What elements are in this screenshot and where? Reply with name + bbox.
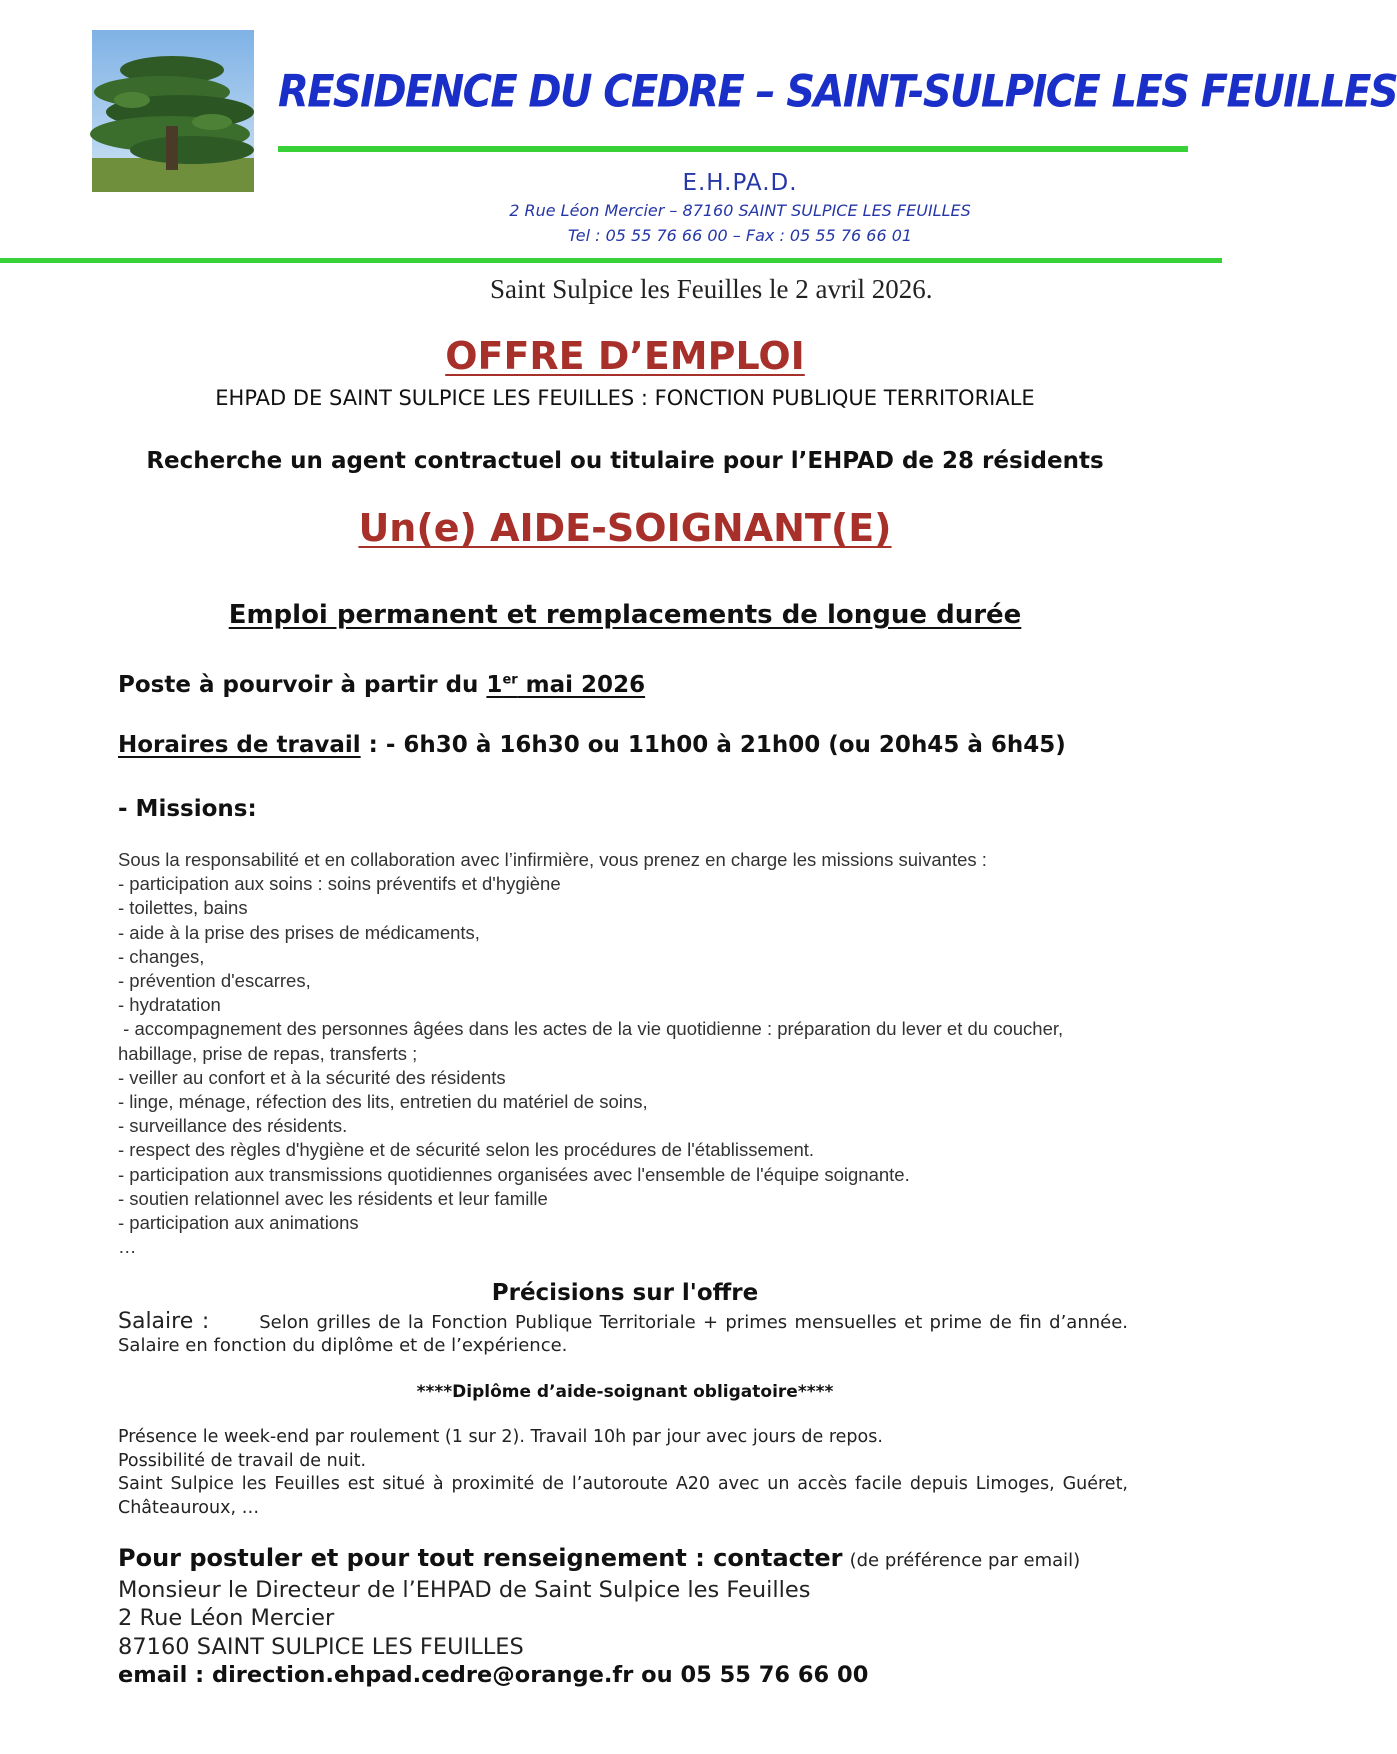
hours-label: Horaires de travail xyxy=(118,732,361,758)
location-line: Saint Sulpice les Feuilles est situé à proximité de l’autoroute A20 avec un accès facile depuis Limoges, Guéret, Châteauroux, … xyxy=(118,1474,1128,1518)
weekend-line: Présence le week-end par roulement (1 sur 2). Travail 10h par jour avec jours de repos. xyxy=(118,1427,883,1447)
list-item: … xyxy=(118,1236,137,1258)
list-item: - participation aux soins : soins préventifs et d'hygiène xyxy=(118,873,561,895)
salary-text: Selon grilles de la Fonction Publique Territoriale + primes mensuelles et prime de fin d’année. Salaire en fonction du diplôme et de l’expérience. xyxy=(118,1312,1129,1356)
apply-contact-block xyxy=(118,1544,1158,1690)
cedar-tree-logo xyxy=(92,30,254,192)
header-divider xyxy=(278,146,1188,152)
list-item: - toilettes, bains xyxy=(118,897,248,919)
apply-heading: Pour postuler et pour tout renseignement : contacter xyxy=(118,1544,843,1572)
work-conditions xyxy=(118,1426,1128,1520)
list-item: - participation aux transmissions quotidiennes organisées avec l'ensemble de l'équipe soignante. xyxy=(118,1163,910,1185)
contact-recipient: Monsieur le Directeur de l’EHPAD de Saint Sulpice les Feuilles xyxy=(118,1576,811,1603)
list-item: - respect des règles d'hygiène et de sécurité selon les procédures de l'établissement. xyxy=(118,1139,815,1161)
employer-line: EHPAD DE SAINT SULPICE LES FEUILLES : FONCTION PUBLIQUE TERRITORIALE xyxy=(215,386,1035,410)
list-item: - surveillance des résidents. xyxy=(118,1115,348,1137)
list-item: - accompagnement des personnes âgées dans les actes de la vie quotidienne : préparation du lever et du coucher, habillage, prise de repas, transferts ; xyxy=(118,1018,1069,1064)
list-item: - soutien relationnel avec les résidents et leur famille xyxy=(118,1187,548,1209)
contact-city: 87160 SAINT SULPICE LES FEUILLES xyxy=(118,1633,524,1660)
offer-title: OFFRE D’EMPLOI xyxy=(445,334,805,378)
list-item: - prévention d'escarres, xyxy=(118,970,311,992)
contact-street: 2 Rue Léon Mercier xyxy=(118,1605,335,1631)
job-title: Un(e) AIDE-SOIGNANT(E) xyxy=(358,506,892,550)
diploma-requirement: ****Diplôme d’aide-soignant obligatoire**** xyxy=(416,1382,834,1402)
missions-heading: - Missions: xyxy=(118,796,257,822)
hours-value: : - 6h30 à 16h30 ou 11h00 à 21h00 (ou 20h45 à 6h45) xyxy=(360,732,1066,758)
precisions-title: Précisions sur l'offre xyxy=(491,1280,759,1306)
header-address: 2 Rue Léon Mercier – 87160 SAINT SULPICE LES FEUILLES xyxy=(509,201,971,220)
header-phone-fax: Tel : 05 55 76 66 00 – Fax : 05 55 76 66 01 xyxy=(567,226,913,245)
list-item: - linge, ménage, réfection des lits, entretien du matériel de soins, xyxy=(118,1091,648,1113)
header-contact-block xyxy=(380,168,1100,248)
working-hours-line xyxy=(118,732,1066,758)
apply-note: (de préférence par email) xyxy=(849,1550,1081,1571)
contract-type: Emploi permanent et remplacements de longue durée xyxy=(228,600,1022,630)
list-item: - aide à la prise des prises de médicaments, xyxy=(118,921,480,943)
list-item: - changes, xyxy=(118,945,205,967)
list-item: - hydratation xyxy=(118,994,221,1016)
night-line: Possibilité de travail de nuit. xyxy=(118,1450,367,1471)
list-item: - veiller au confort et à la sécurité des résidents xyxy=(118,1066,506,1088)
list-item: - participation aux animations xyxy=(118,1212,359,1234)
apply-heading-line xyxy=(118,1544,1158,1576)
ehpad-label: E.H.PA.D. xyxy=(682,170,798,196)
contact-email-phone: email : direction.ehpad.cedre@orange.fr ou 05 55 76 66 00 xyxy=(118,1662,869,1688)
salary-block xyxy=(118,1310,1128,1357)
missions-intro: Sous la responsabilité et en collaboration avec l’infirmière, vous prenez en charge les missions suivantes : xyxy=(118,849,987,870)
missions-list xyxy=(118,848,1133,1259)
residence-title: RESIDENCE DU CEDRE – SAINT-SULPICE LES FEUILLES xyxy=(278,66,1397,118)
search-line: Recherche un agent contractuel ou titulaire pour l’EHPAD de 28 résidents xyxy=(146,448,1104,474)
page-divider xyxy=(0,258,1222,263)
start-date-line: Poste à pourvoir à partir du 1er mai 2026 xyxy=(118,672,646,698)
date-line: Saint Sulpice les Feuilles le 2 avril 2026. xyxy=(490,274,933,304)
salary-label: Salaire : xyxy=(118,1309,210,1334)
